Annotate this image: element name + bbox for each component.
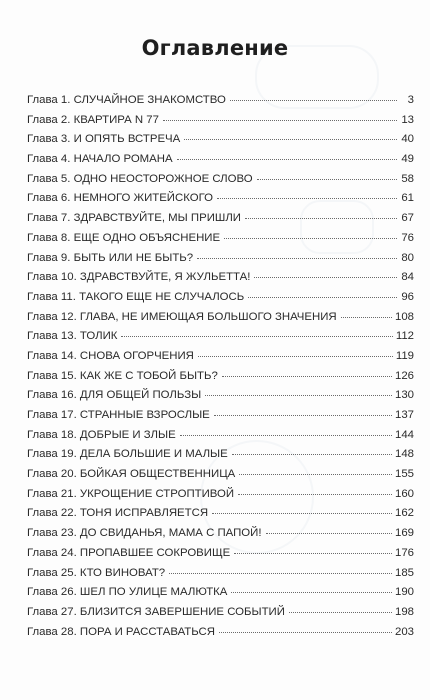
toc-entry <box>27 623 414 643</box>
toc-entry-page-number: 169 <box>394 527 414 540</box>
toc-entry-title: Глава 9. БЫТЬ ИЛИ НЕ БЫТЬ? <box>27 251 194 264</box>
dot-leader <box>217 197 397 199</box>
toc-entry <box>27 249 414 269</box>
toc-entry <box>27 327 414 347</box>
dot-leader <box>254 276 397 278</box>
toc-entry-page-number: 144 <box>394 428 414 441</box>
toc-entry-title: Глава 24. ПРОПАВШЕЕ СОКРОВИЩЕ <box>27 546 231 559</box>
toc-entry <box>27 111 414 131</box>
toc-entry-page-number: 67 <box>401 212 414 225</box>
toc-entry <box>27 170 414 190</box>
toc-entry-page-number: 176 <box>394 546 414 559</box>
toc-entry-page-number: 96 <box>401 290 414 303</box>
toc-entry-title: Глава 21. УКРОЩЕНИЕ СТРОПТИВОЙ <box>27 487 235 500</box>
toc-entry <box>27 268 414 288</box>
toc-entry-title: Глава 11. ТАКОГО ЕЩЕ НЕ СЛУЧАЛОСЬ <box>27 290 245 303</box>
dot-leader <box>180 434 392 436</box>
toc-entry-title: Глава 19. ДЕЛА БОЛЬШИЕ И МАЛЫЕ <box>27 448 228 461</box>
dot-leader <box>231 591 392 593</box>
toc-entry <box>27 406 414 426</box>
toc-entry-page-number: 84 <box>401 271 414 284</box>
toc-entry-page-number: 3 <box>407 94 414 106</box>
dot-leader <box>248 296 397 298</box>
toc-entry-page-number: 58 <box>401 172 414 185</box>
toc-entry-title: Глава 23. ДО СВИДАНЬЯ, МАМА С ПАПОЙ! <box>27 527 262 540</box>
toc-entry <box>27 386 414 406</box>
dot-leader <box>205 394 392 396</box>
toc-entry-title: Глава 22. ТОНЯ ИСПРАВЛЯЕТСЯ <box>27 507 209 520</box>
dot-leader <box>177 158 397 160</box>
toc-entry-title: Глава 7. ЗДРАВСТВУЙТЕ, МЫ ПРИШЛИ <box>27 212 241 225</box>
dot-leader <box>169 572 392 574</box>
table-of-contents <box>27 91 414 642</box>
toc-entry-page-number: 40 <box>401 133 414 146</box>
toc-entry <box>27 583 414 603</box>
toc-entry-title: Глава 13. ТОЛИК <box>27 330 118 343</box>
toc-entry <box>27 229 414 249</box>
dot-leader <box>121 335 392 337</box>
dot-leader <box>163 119 397 121</box>
toc-entry-title: Глава 26. ШЕЛ ПО УЛИЦЕ МАЛЮТКА <box>27 586 228 599</box>
toc-entry <box>27 209 414 229</box>
toc-entry <box>27 426 414 446</box>
toc-entry-page-number: 198 <box>394 605 414 618</box>
toc-entry-page-number: 49 <box>401 153 414 166</box>
toc-entry-title: Глава 20. БОЙКАЯ ОБЩЕСТВЕННИЦА <box>27 468 236 481</box>
dot-leader <box>230 99 397 101</box>
toc-entry-title: Глава 4. НАЧАЛО РОМАНА <box>27 153 173 166</box>
toc-entry-title: Глава 8. ЕЩЕ ОДНО ОБЪЯСНЕНИЕ <box>27 231 221 244</box>
toc-entry <box>27 288 414 308</box>
toc-entry-title: Глава 28. ПОРА И РАССТАВАТЬСЯ <box>27 625 215 638</box>
toc-entry-title: Глава 10. ЗДРАВСТВУЙТЕ, Я ЖУЛЬЕТТА! <box>27 271 251 284</box>
toc-entry-title: Глава 15. КАК ЖЕ С ТОБОЙ БЫТЬ? <box>27 369 218 382</box>
toc-entry-page-number: 160 <box>394 487 414 500</box>
toc-entry-title: Глава 25. КТО ВИНОВАТ? <box>27 566 166 579</box>
dot-leader <box>219 631 392 633</box>
dot-leader <box>257 178 397 180</box>
toc-entry-page-number: 130 <box>394 389 414 402</box>
toc-entry <box>27 524 414 544</box>
dot-leader <box>266 532 392 534</box>
dot-leader <box>198 355 393 357</box>
toc-entry-title: Глава 27. БЛИЗИТСЯ ЗАВЕРШЕНИЕ СОБЫТИЙ <box>27 605 285 618</box>
toc-entry <box>27 485 414 505</box>
toc-entry-page-number: 61 <box>401 192 414 205</box>
dot-leader <box>224 237 397 239</box>
dot-leader <box>222 375 392 377</box>
dot-leader <box>245 217 397 219</box>
toc-entry <box>27 308 414 328</box>
toc-entry <box>27 544 414 564</box>
toc-entry <box>27 504 414 524</box>
toc-entry <box>27 347 414 367</box>
toc-entry <box>27 130 414 150</box>
dot-leader <box>197 257 397 259</box>
dot-leader <box>238 493 392 495</box>
toc-entry-title: Глава 2. КВАРТИРА N 77 <box>27 113 159 126</box>
toc-entry-page-number: 108 <box>394 310 414 323</box>
toc-entry-title: Глава 17. СТРАННЫЕ ВЗРОСЛЫЕ <box>27 409 210 421</box>
dot-leader <box>239 473 392 475</box>
dot-leader <box>341 316 392 318</box>
toc-entry <box>27 465 414 485</box>
toc-entry-title: Глава 3. И ОПЯТЬ ВСТРЕЧА <box>27 133 181 146</box>
toc-entry-page-number: 162 <box>394 507 414 520</box>
toc-entry-page-number: 155 <box>394 468 414 481</box>
dot-leader <box>232 453 392 455</box>
dot-leader <box>289 611 392 613</box>
toc-entry-page-number: 185 <box>394 566 414 579</box>
toc-entry <box>27 367 414 387</box>
toc-entry <box>27 150 414 170</box>
dot-leader <box>234 552 392 554</box>
toc-entry-title: Глава 16. ДЛЯ ОБЩЕЙ ПОЛЬЗЫ <box>27 389 202 402</box>
toc-entry-page-number: 112 <box>395 330 414 343</box>
page-title: Оглавление <box>141 36 289 60</box>
dot-leader <box>212 512 392 514</box>
toc-entry <box>27 564 414 584</box>
toc-entry-title: Глава 5. ОДНО НЕОСТОРОЖНОЕ СЛОВО <box>27 172 253 185</box>
toc-entry-page-number: 76 <box>401 231 414 244</box>
toc-entry <box>27 91 414 111</box>
toc-entry-page-number: 13 <box>401 113 414 126</box>
toc-entry <box>27 189 414 209</box>
dot-leader <box>214 414 392 416</box>
toc-entry-page-number: 203 <box>394 625 414 638</box>
toc-entry-title: Глава 1. СЛУЧАЙНОЕ ЗНАКОМСТВО <box>27 94 226 106</box>
toc-entry-title: Глава 18. ДОБРЫЕ И ЗЛЫЕ <box>27 428 176 441</box>
toc-entry-page-number: 119 <box>395 349 414 362</box>
toc-entry-title: Глава 6. НЕМНОГО ЖИТЕЙСКОГО <box>27 192 213 205</box>
toc-entry-page-number: 126 <box>394 369 414 382</box>
toc-entry-title: Глава 14. СНОВА ОГОРЧЕНИЯ <box>27 349 194 362</box>
toc-entry-page-number: 80 <box>401 251 414 264</box>
dot-leader <box>184 138 397 140</box>
toc-entry-title: Глава 12. ГЛАВА, НЕ ИМЕЮЩАЯ БОЛЬШОГО ЗНАЧЕНИЯ <box>27 310 337 323</box>
toc-entry-page-number: 190 <box>394 586 414 599</box>
toc-entry-page-number: 137 <box>394 409 414 421</box>
toc-entry-page-number: 148 <box>394 448 414 461</box>
toc-entry <box>27 603 414 623</box>
toc-entry <box>27 445 414 465</box>
